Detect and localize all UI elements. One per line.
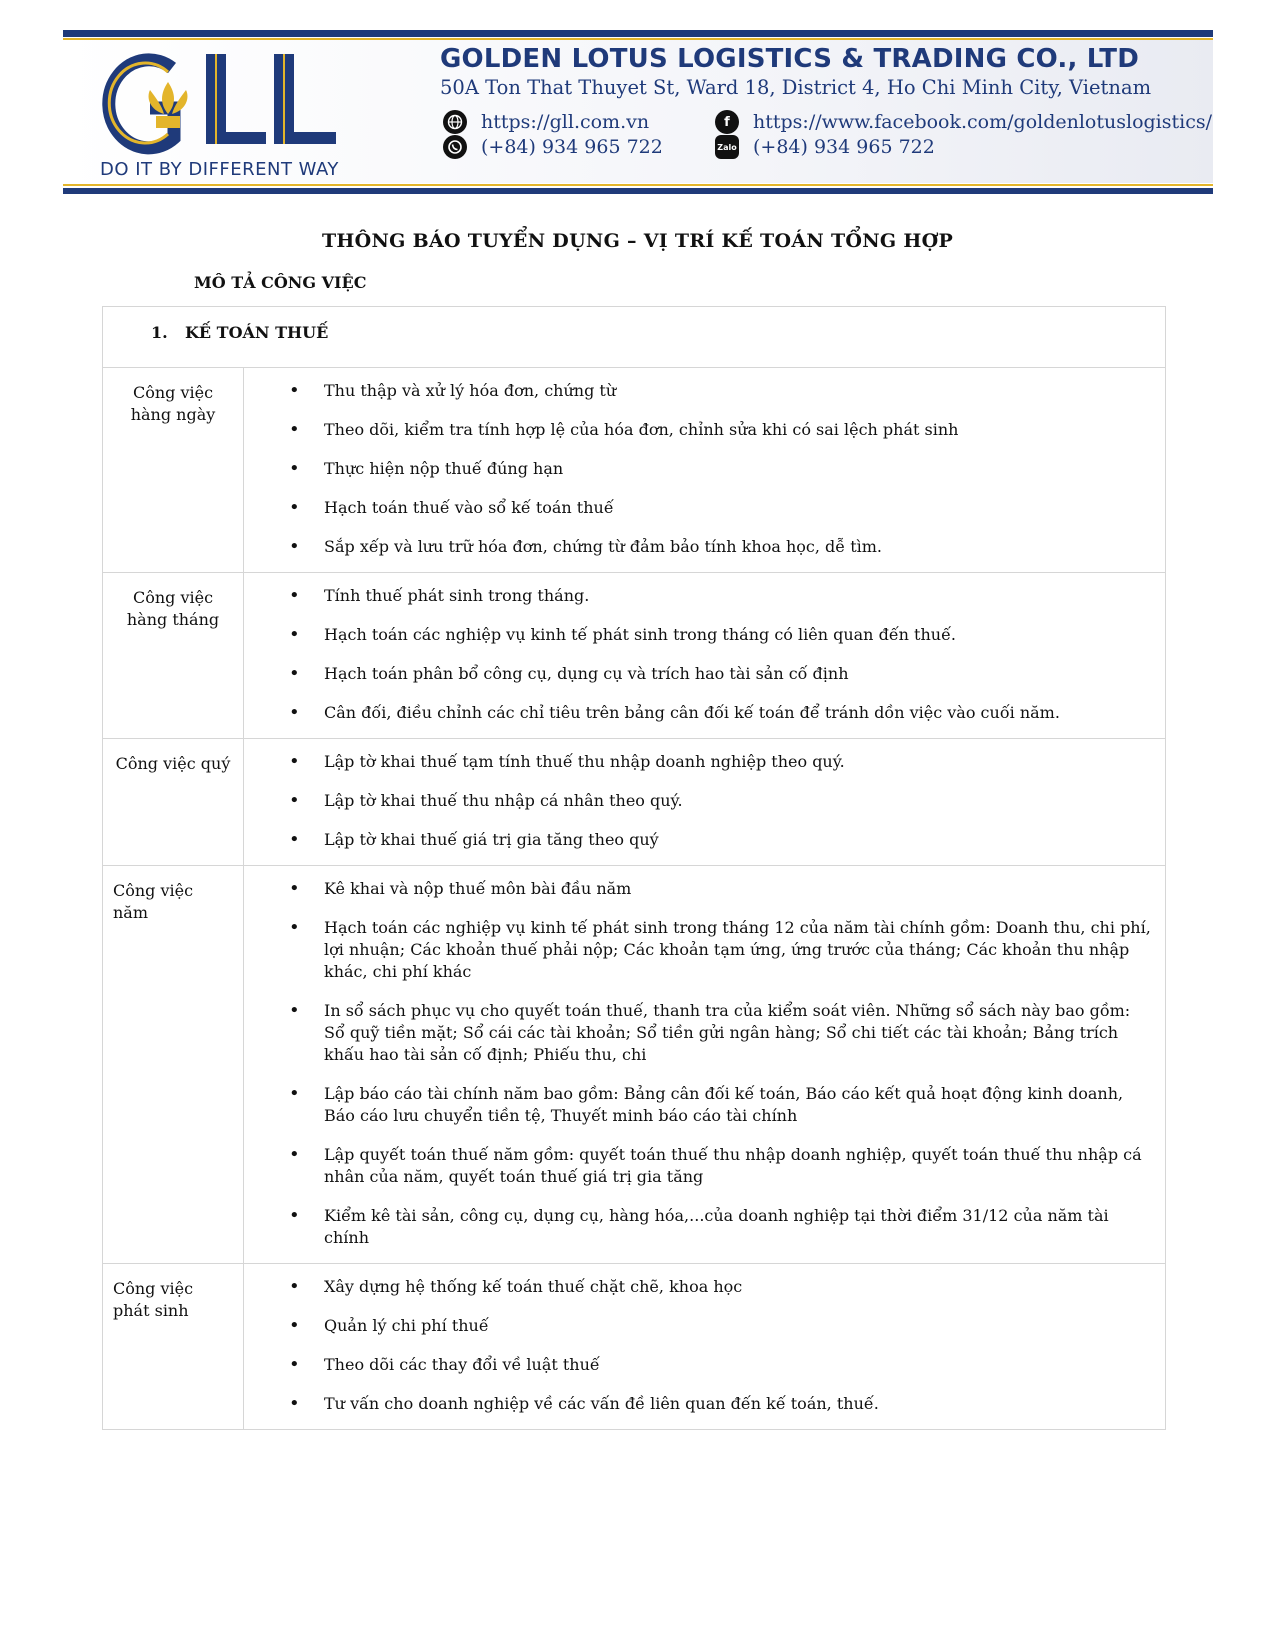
header-label: KẾ TOÁN THUẾ — [185, 323, 329, 342]
phone-number-1[interactable]: (+84) 934 965 722 — [481, 136, 663, 158]
list-item: • Tính thuế phát sinh trong tháng. — [324, 585, 1151, 607]
gll-logo-mark — [98, 46, 348, 156]
header-number: 1. — [151, 323, 168, 342]
contact-website[interactable] — [443, 110, 649, 134]
task-list — [244, 380, 1151, 558]
list-item: • Thu thập và xử lý hóa đơn, chứng từ — [324, 380, 1151, 402]
list-item: • Hạch toán phân bổ công cụ, dụng cụ và trích hao tài sản cố định — [324, 663, 1151, 685]
list-item: • Cân đối, điều chỉnh các chỉ tiêu trên bảng cân đối kế toán để tránh dồn việc vào cuối năm. — [324, 702, 1151, 724]
list-item: • Lập tờ khai thuế tạm tính thuế thu nhập doanh nghiệp theo quý. — [324, 751, 1151, 773]
list-item: • Hạch toán các nghiệp vụ kinh tế phát sinh trong tháng 12 của năm tài chính gồm: Doanh thu, chi phí, lợi nhuận; Các khoản thuế phải nộp; Các khoản tạm ứng, ứng trước của tháng; Các khoản thu nhập khác, chi phí khác — [324, 917, 1151, 983]
task-list — [244, 585, 1151, 724]
contact-phone-zalo[interactable] — [715, 135, 935, 159]
lotus-icon — [149, 82, 188, 128]
category-cell: Công việc năm — [103, 866, 244, 1264]
document-title: THÔNG BÁO TUYỂN DỤNG – VỊ TRÍ KẾ TOÁN TỔNG HỢP — [321, 230, 954, 252]
bottom-border-gold — [63, 184, 1213, 186]
globe-icon — [443, 110, 467, 134]
category-cell: Công việc phát sinh — [103, 1264, 244, 1430]
list-item: • Theo dõi các thay đổi về luật thuế — [324, 1354, 1151, 1376]
tasks-cell — [244, 866, 1166, 1264]
table-row — [103, 1264, 1166, 1430]
tasks-cell — [244, 739, 1166, 866]
category-cell: Công việc hàng tháng — [103, 573, 244, 739]
list-item: • Lập báo cáo tài chính năm bao gồm: Bảng cân đối kế toán, Báo cáo kết quả hoạt động kinh doanh, Báo cáo lưu chuyển tiền tệ, Thuyết minh báo cáo tài chính — [324, 1083, 1151, 1127]
table-header-cell — [103, 307, 1166, 368]
list-item: • Sắp xếp và lưu trữ hóa đơn, chứng từ đảm bảo tính khoa học, dễ tìm. — [324, 536, 1151, 558]
list-item: • Xây dựng hệ thống kế toán thuế chặt chẽ, khoa học — [324, 1276, 1151, 1298]
category-cell: Công việc hàng ngày — [103, 368, 244, 573]
company-name: GOLDEN LOTUS LOGISTICS & TRADING CO., LTD — [440, 44, 1139, 74]
list-item: • Lập tờ khai thuế thu nhập cá nhân theo quý. — [324, 790, 1151, 812]
table-row — [103, 866, 1166, 1264]
top-border-navy — [63, 30, 1213, 37]
list-item: • Theo dõi, kiểm tra tính hợp lệ của hóa đơn, chỉnh sửa khi có sai lệch phát sinh — [324, 419, 1151, 441]
list-item: • Hạch toán các nghiệp vụ kinh tế phát sinh trong tháng có liên quan đến thuế. — [324, 624, 1151, 646]
phone-number-2[interactable]: (+84) 934 965 722 — [753, 136, 935, 158]
company-info — [440, 44, 1200, 99]
website-link[interactable]: https://gll.com.vn — [481, 111, 650, 133]
contact-phone-whatsapp[interactable] — [443, 135, 663, 159]
category-cell: Công việc quý — [103, 739, 244, 866]
list-item: • Lập quyết toán thuế năm gồm: quyết toán thuế thu nhập doanh nghiệp, quyết toán thuế thu nhập cá nhân của năm, quyết toán thuế giá trị gia tăng — [324, 1144, 1151, 1188]
list-item: • Kiểm kê tài sản, công cụ, dụng cụ, hàng hóa,...của doanh nghiệp tại thời điểm 31/12 của năm tài chính — [324, 1205, 1151, 1249]
list-item: • Kê khai và nộp thuế môn bài đầu năm — [324, 878, 1151, 900]
facebook-icon: f — [715, 110, 739, 134]
task-list — [244, 1276, 1151, 1415]
company-slogan: DO IT BY DIFFERENT WAY — [100, 159, 339, 180]
company-logo — [98, 46, 348, 181]
section-heading: MÔ TẢ CÔNG VIỆC — [194, 273, 367, 292]
zalo-icon: Zalo — [715, 135, 739, 159]
tasks-cell — [244, 1264, 1166, 1430]
tasks-cell — [244, 573, 1166, 739]
job-description-table — [102, 306, 1166, 1430]
table-row — [103, 368, 1166, 573]
company-address: 50A Ton That Thuyet St, Ward 18, District 4, Ho Chi Minh City, Vietnam — [440, 76, 1152, 99]
task-list — [244, 751, 1151, 851]
list-item: • In sổ sách phục vụ cho quyết toán thuế, thanh tra của kiểm soát viên. Những sổ sách này bao gồm: Sổ quỹ tiền mặt; Sổ cái các tài khoản; Sổ tiền gửi ngân hàng; Sổ chi tiết các tài khoản; Bảng trích khấu hao tài sản cố định; Phiếu thu, chi — [324, 1000, 1151, 1066]
facebook-link[interactable]: https://www.facebook.com/goldenlotuslogistics/ — [753, 111, 1213, 133]
list-item: • Quản lý chi phí thuế — [324, 1315, 1151, 1337]
list-item: • Thực hiện nộp thuế đúng hạn — [324, 458, 1151, 480]
list-item: • Lập tờ khai thuế giá trị gia tăng theo quý — [324, 829, 1151, 851]
table-row — [103, 739, 1166, 866]
table-header — [103, 307, 1165, 344]
table-header-row — [103, 307, 1166, 368]
tasks-cell — [244, 368, 1166, 573]
table-row — [103, 573, 1166, 739]
letterhead — [63, 30, 1213, 195]
list-item: • Hạch toán thuế vào sổ kế toán thuế — [324, 497, 1151, 519]
whatsapp-icon — [443, 135, 467, 159]
task-list — [244, 878, 1151, 1249]
contact-facebook[interactable] — [715, 110, 1212, 134]
list-item: • Tư vấn cho doanh nghiệp về các vấn đề liên quan đến kế toán, thuế. — [324, 1393, 1151, 1415]
bottom-border-navy — [63, 188, 1213, 194]
